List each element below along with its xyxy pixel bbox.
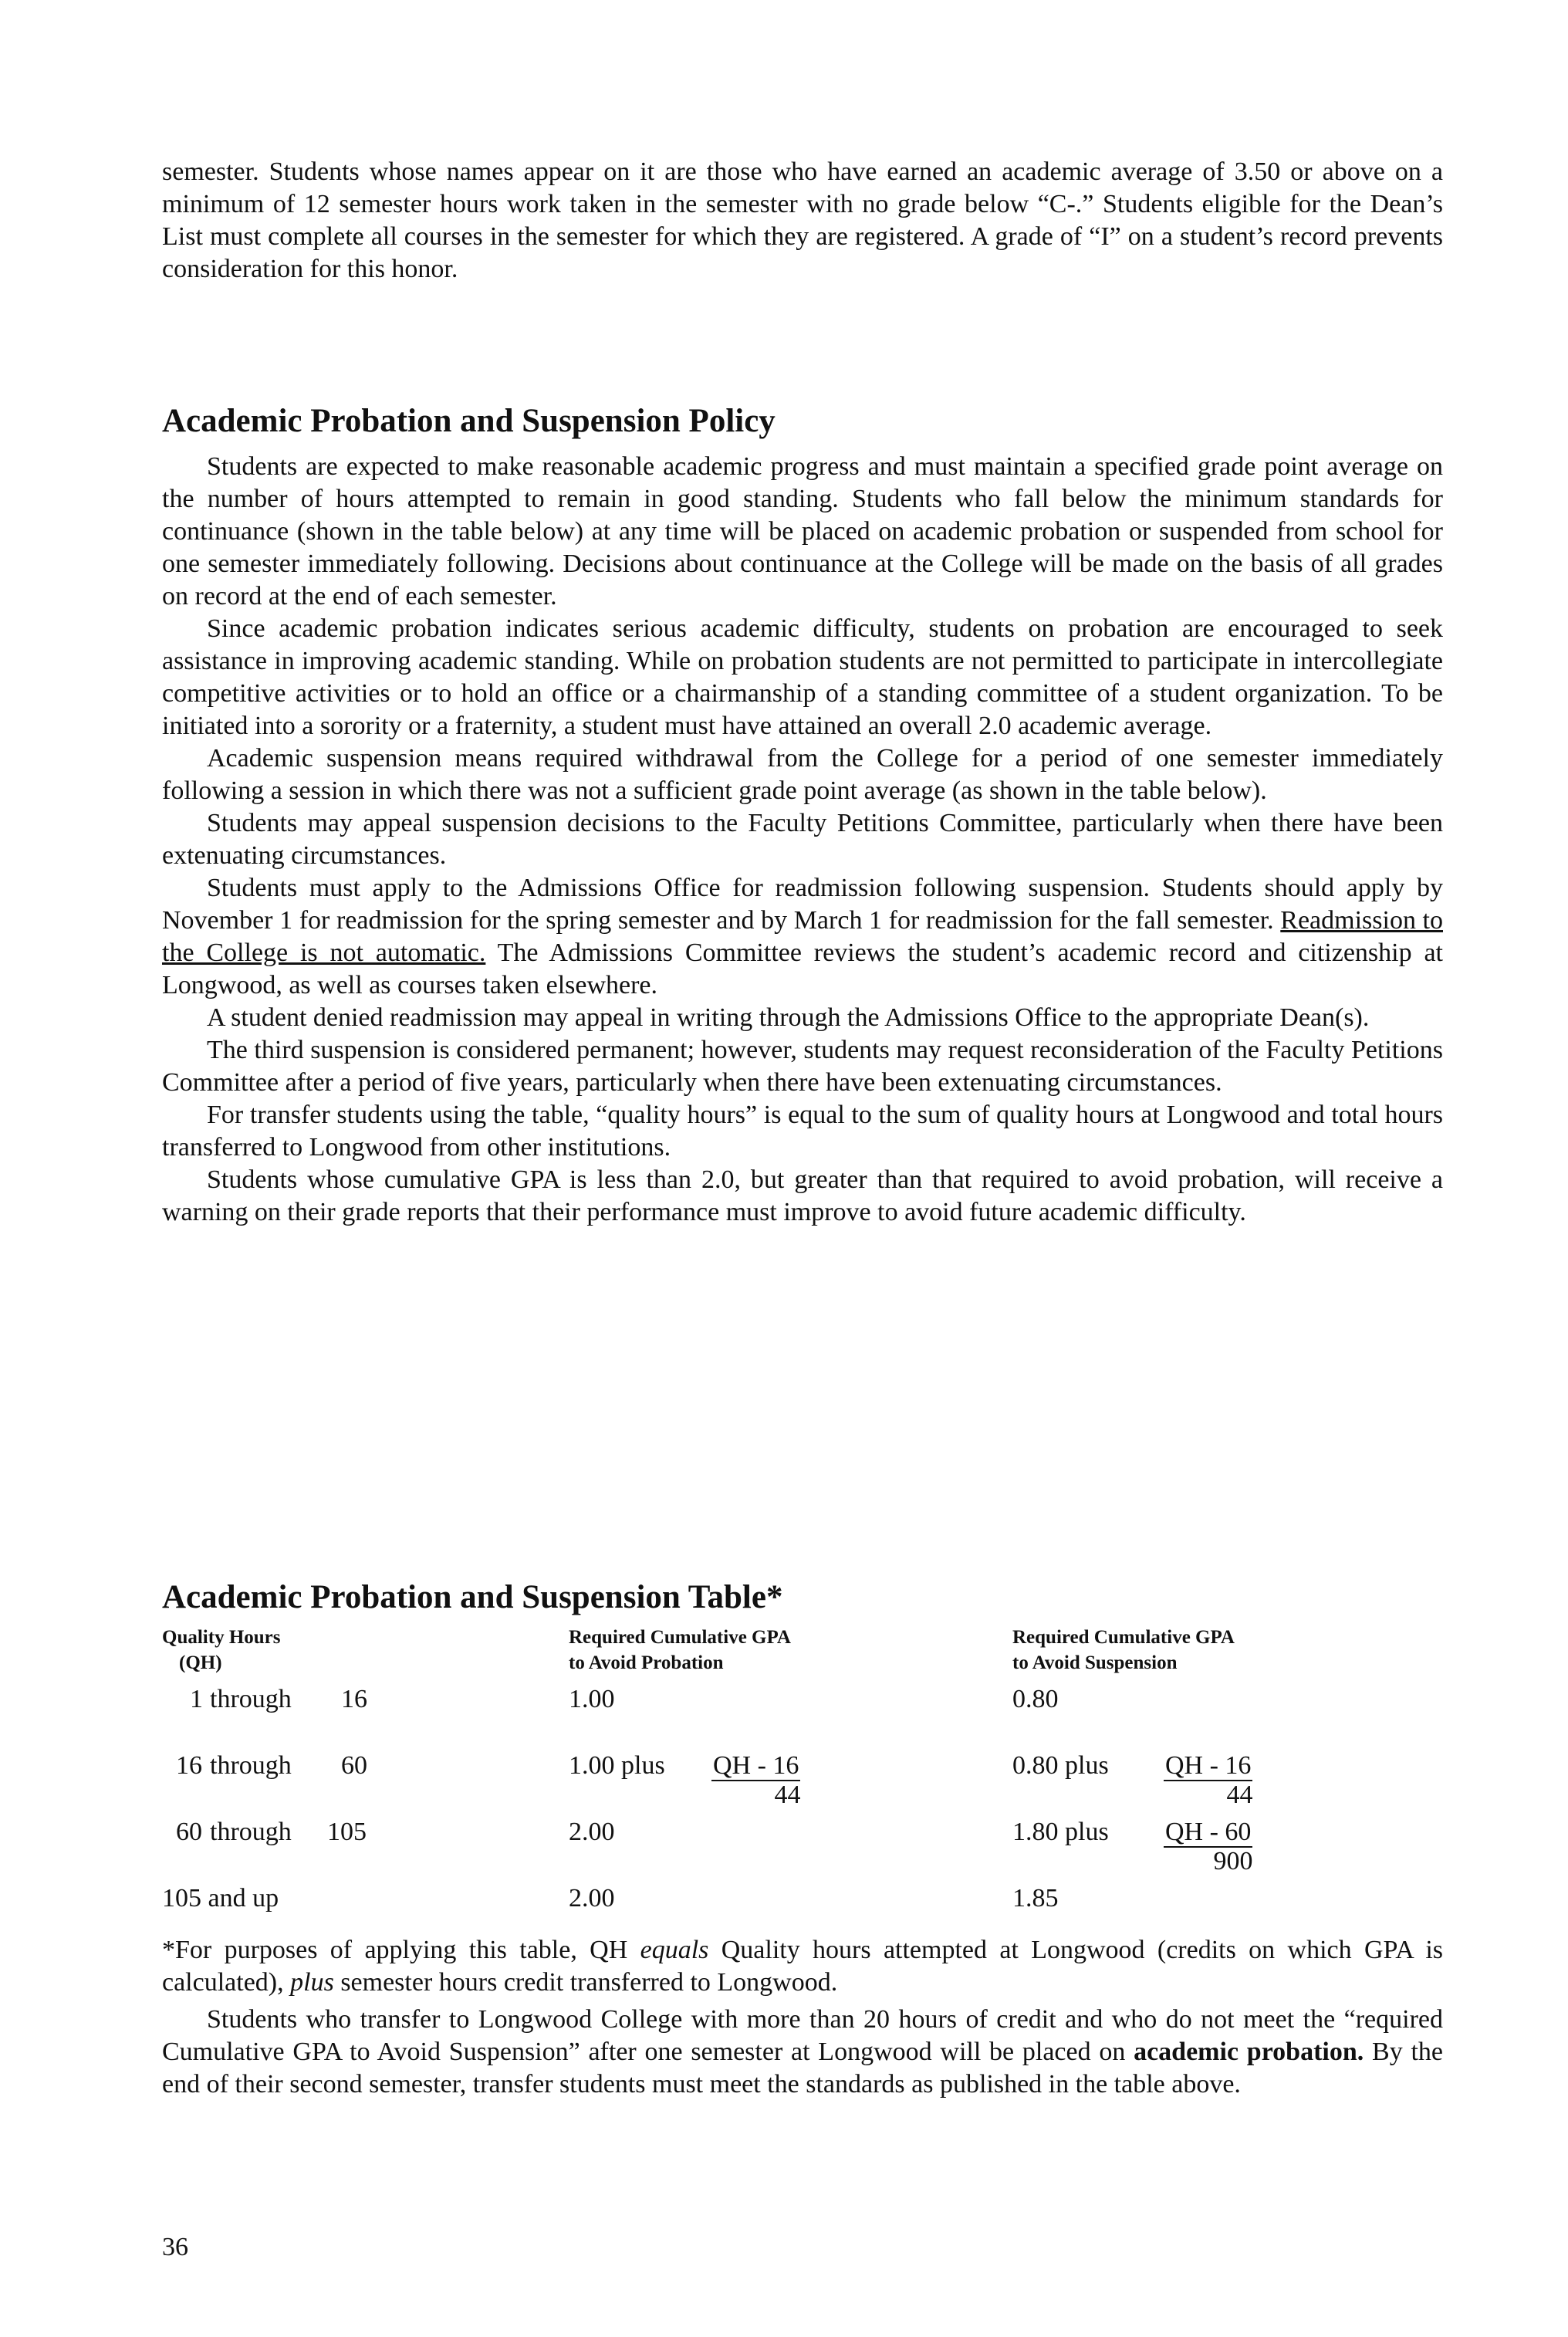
fraction-denominator: 44: [1226, 1781, 1253, 1809]
policy-paragraph: Students may appeal suspension decisions to the Faculty Petitions Committee, particularly when there have been extenuating circumstances.: [162, 809, 1443, 870]
deans-list-continuation: [162, 156, 1443, 286]
qh-range: 105 and up: [162, 1884, 279, 1913]
qh-range-word: through: [210, 1818, 292, 1846]
qh-range-end: 60: [341, 1751, 367, 1780]
readmission-text: Students must apply to the Admissions Office for readmission following suspension. Students should apply by November 1 for readmission for the spring semester and by March 1 for readmission for the fall semester.: [162, 874, 1443, 935]
intro-paragraph: semester. Students whose names appear on it are those who have earned an academic average of 3.50 or above on a minimum of 12 semester hours work taken in the semester with no grade below “C-.” Students eligible for the Dean’s List must complete all courses in the semester for which they are registered. A grade of “I” on a student’s record prevents consideration for this honor.: [162, 157, 1443, 283]
table-heading: Academic Probation and Suspension Table*: [162, 1579, 783, 1615]
qh-range-start: 16: [176, 1751, 202, 1780]
policy-paragraph: [162, 872, 1443, 1002]
policy-paragraph: For transfer students using the table, “quality hours” is equal to the sum of quality hours at Longwood and total hours transferred to Longwood from other institutions.: [162, 1101, 1443, 1162]
qh-range-start: 60: [176, 1818, 202, 1846]
qh-range-end: 16: [341, 1685, 367, 1713]
probation-policy-body: [162, 451, 1443, 1229]
fraction-numerator: QH - 60: [1165, 1818, 1252, 1846]
suspension-fraction: [1164, 1818, 1252, 1875]
header-probation-gpa: Required Cumulative GPA to Avoid Probation: [569, 1627, 791, 1673]
suspension-fraction: [1164, 1752, 1252, 1809]
policy-paragraph: Academic suspension means required withdrawal from the College for a period of one semester immediately following a session in which there was not a sufficient grade point average (as shown in the table below).: [162, 744, 1443, 805]
page-number: 36: [162, 2233, 188, 2261]
policy-paragraph: Students whose cumulative GPA is less than 2.0, but greater than that required to avoid probation, will receive a warning on their grade reports that their performance must improve to avoid future academic difficulty.: [162, 1165, 1443, 1226]
fraction-numerator: QH - 16: [1165, 1751, 1252, 1780]
suspension-gpa: 0.80: [1012, 1685, 1059, 1713]
probation-gpa: 1.00: [569, 1685, 615, 1713]
suspension-gpa: 0.80 plus: [1012, 1751, 1109, 1780]
footnote-paragraph: *For purposes of applying this table, QH equals Quality hours attempted at Longwood (credits on which GPA is calculated), plus semester hours credit transferred to Longwood.: [162, 1936, 1443, 1997]
probation-gpa: 2.00: [569, 1818, 615, 1846]
probation-fraction: [711, 1752, 800, 1809]
qh-range-word: through: [210, 1685, 292, 1713]
probation-gpa: 1.00 plus: [569, 1751, 665, 1780]
footnote-equals: equals: [640, 1936, 709, 1964]
academic-probation-bold: academic probation.: [1134, 2038, 1364, 2066]
probation-gpa: 2.00: [569, 1884, 615, 1913]
policy-paragraph: A student denied readmission may appeal in writing through the Admissions Office to the appropriate Dean(s).: [207, 1003, 1370, 1032]
suspension-gpa: 1.85: [1012, 1884, 1059, 1913]
transfer-paragraph: Students who transfer to Longwood College with more than 20 hours of credit and who do not meet the “required Cumulative GPA to Avoid Suspension” after one semester at Longwood will be placed on academic probation. By the end of their second semester, transfer students must meet the standards as published in the table above.: [162, 2005, 1443, 2099]
suspension-gpa: 1.80 plus: [1012, 1818, 1109, 1846]
probation-policy-heading: Academic Probation and Suspension Policy: [162, 403, 776, 439]
qh-range-end: 105: [327, 1818, 367, 1846]
table-footnotes: [162, 1934, 1443, 2101]
fraction-numerator: QH - 16: [713, 1751, 799, 1780]
fraction-denominator: 44: [774, 1781, 801, 1809]
readmission-not-automatic: Readmission to the College is not automatic.: [162, 906, 1443, 967]
footnote-plus: plus: [290, 1968, 334, 1997]
policy-paragraph: The third suspension is considered permanent; however, students may request reconsideration of the Faculty Petitions Committee after a period of five years, particularly when there have been extenuating circumstances.: [162, 1036, 1443, 1097]
header-quality-hours: Quality Hours (QH): [162, 1627, 281, 1673]
readmission-text-end: The Admissions Committee reviews the student’s academic record and citizenship at Longwood, as well as courses taken elsewhere.: [162, 939, 1443, 999]
policy-paragraph: Since academic probation indicates serious academic difficulty, students on probation are encouraged to seek assistance in improving academic standing. While on probation students are not permitted to participate in intercollegiate competitive activities or to hold an office or a chairmanship of a standing committee of a student organization. To be initiated into a sorority or a fraternity, a student must have attained an overall 2.0 academic average.: [162, 614, 1443, 740]
header-suspension-gpa: Required Cumulative GPA to Avoid Suspension: [1012, 1627, 1235, 1673]
fraction-denominator: 900: [1213, 1847, 1253, 1875]
qh-range-start: 1: [190, 1685, 203, 1713]
policy-paragraph: Students are expected to make reasonable academic progress and must maintain a specified grade point average on the number of hours attempted to remain in good standing. Students who fall below the minimum standards for continuance (shown in the table below) at any time will be placed on academic probation or suspended from school for one semester immediately following. Decisions about continuance at the College will be made on the basis of all grades on record at the end of each semester.: [162, 452, 1443, 610]
qh-range-word: through: [210, 1751, 292, 1780]
